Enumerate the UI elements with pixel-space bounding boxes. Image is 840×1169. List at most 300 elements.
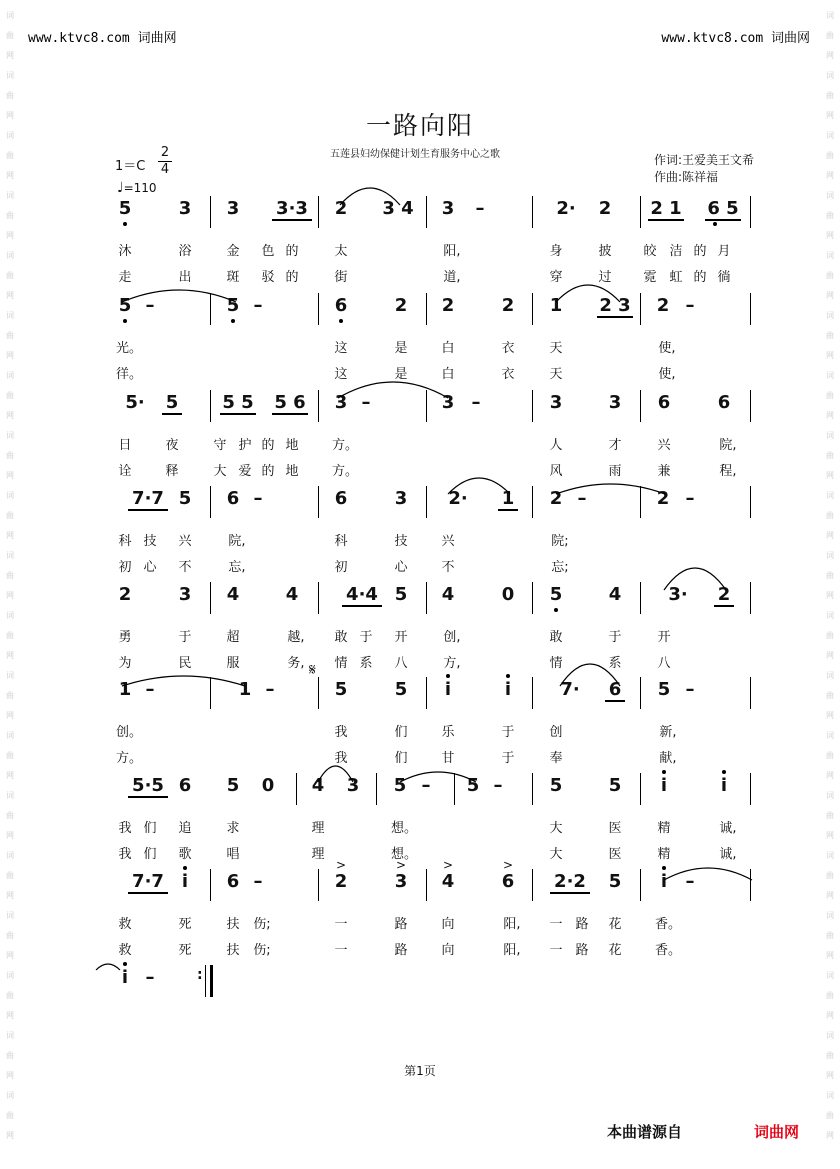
tie-arc — [318, 766, 353, 782]
note: 3 — [441, 392, 455, 413]
key-signature: 1＝C — [115, 159, 146, 174]
lyric-syllable: 雨 — [608, 464, 622, 479]
lyric-syllable: 斑 — [226, 270, 240, 285]
lyric-syllable: 披 — [598, 244, 612, 259]
lyric-syllable: 敢 — [549, 630, 563, 645]
lyric-syllable: 白 — [441, 341, 455, 356]
note: 3 — [608, 392, 622, 413]
note: – — [145, 679, 155, 700]
lyric-syllable: 我 — [118, 821, 132, 836]
tie-arc — [122, 290, 236, 302]
lyric-syllable: 勇 — [118, 630, 132, 645]
lyric-syllable: 路 — [394, 917, 408, 932]
note: 5 — [608, 871, 622, 892]
lyric-syllable: 新, — [659, 725, 677, 740]
lyric-syllable: 虹 — [669, 270, 683, 285]
lyric-syllable: 驳 — [261, 270, 275, 285]
note: 5 — [226, 775, 240, 796]
tempo-value: =110 — [123, 181, 157, 195]
note: 2 — [394, 295, 408, 316]
watermark-glyph: 曲 — [826, 811, 834, 820]
lyric-syllable: 香。 — [655, 943, 682, 958]
watermark-glyph: 曲 — [826, 871, 834, 880]
lyric-syllable: 诚, — [719, 847, 737, 862]
watermark-glyph: 词 — [826, 1091, 834, 1100]
lyric-syllable: 衣 — [501, 367, 515, 382]
note: 6 — [657, 392, 671, 413]
lyric-syllable: 初 — [334, 560, 348, 575]
lyric-syllable: 街 — [334, 270, 348, 285]
lyric-syllable: 一 — [549, 917, 563, 932]
lyric-syllable: 向 — [441, 917, 455, 932]
watermark-glyph: 网 — [6, 111, 14, 120]
note: > 3 — [391, 871, 411, 892]
note: i — [438, 679, 458, 700]
lyric-syllable: 我 — [118, 847, 132, 862]
watermark-glyph: 曲 — [6, 211, 14, 220]
watermark-glyph: 词 — [826, 311, 834, 320]
note: 5 — [549, 775, 563, 796]
watermark-glyph: 词 — [826, 191, 834, 200]
note: – — [685, 679, 695, 700]
note: 6 — [226, 488, 240, 509]
watermark-glyph: 曲 — [826, 331, 834, 340]
lyric-syllable: 浴 — [178, 244, 192, 259]
lyric-syllable: 乐 — [441, 725, 455, 740]
lyric-syllable: 大 — [213, 464, 227, 479]
note: 4·4 — [342, 584, 382, 607]
watermark-glyph: 曲 — [6, 151, 14, 160]
note: 2 1 — [648, 198, 684, 221]
watermark-glyph: 曲 — [6, 991, 14, 1000]
watermark-glyph: 词 — [826, 611, 834, 620]
segno-icon: 𝄋 — [309, 660, 316, 679]
note: i — [498, 679, 518, 700]
note: – — [145, 295, 155, 316]
watermark-glyph: 曲 — [826, 571, 834, 580]
composer: 作曲:陈祥福 — [654, 170, 719, 184]
lyric-syllable: 程, — [719, 464, 737, 479]
lyric-syllable: 想。 — [391, 847, 418, 862]
lyric-syllable: 初 — [118, 560, 132, 575]
lyric-syllable: 这 — [334, 367, 348, 382]
watermark-glyph: 网 — [6, 771, 14, 780]
lyric-syllable: 阳, — [503, 943, 521, 958]
note: i — [654, 871, 674, 892]
note: 3 — [441, 198, 455, 219]
watermark-glyph: 词 — [826, 911, 834, 920]
lyric-syllable: 地 — [285, 438, 299, 453]
lyric-syllable: 于 — [608, 630, 622, 645]
note: 6 — [331, 295, 351, 316]
watermark-glyph: 词 — [826, 731, 834, 740]
lyric-syllable: 衣 — [501, 341, 515, 356]
note: i — [654, 775, 674, 796]
lyric-syllable: 大 — [549, 821, 563, 836]
lyric-syllable: 伤; — [253, 943, 271, 958]
tie-arc — [556, 285, 620, 302]
note: 5 — [334, 679, 348, 700]
note: 6 — [178, 775, 192, 796]
lyric-syllable: 兴 — [178, 534, 192, 549]
watermark-glyph: 词 — [826, 371, 834, 380]
note: 1 — [498, 488, 518, 511]
lyric-syllable: 走 — [118, 270, 132, 285]
lyric-syllable: 系 — [608, 656, 622, 671]
note: 5 — [394, 679, 408, 700]
lyric-syllable: 一 — [334, 943, 348, 958]
watermark-glyph: 词 — [6, 551, 14, 560]
lyric-syllable: 洁 — [669, 244, 683, 259]
note: 5 — [223, 295, 243, 316]
watermark-glyph: 网 — [6, 591, 14, 600]
note: – — [265, 679, 275, 700]
watermark-glyph: 曲 — [826, 751, 834, 760]
lyric-syllable: 科 — [334, 534, 348, 549]
watermark-glyph: 网 — [826, 831, 834, 840]
watermark-glyph: 词 — [6, 851, 14, 860]
lyric-syllable: 的 — [693, 244, 707, 259]
watermark-glyph: 曲 — [6, 571, 14, 580]
lyric-syllable: 释 — [165, 464, 179, 479]
lyric-syllable: 日 — [118, 438, 132, 453]
watermark-glyph: 词 — [826, 131, 834, 140]
lyric-syllable: 太 — [334, 244, 348, 259]
note: i — [175, 871, 195, 892]
lyric-syllable: 科 — [118, 534, 132, 549]
note: 6 5 — [705, 198, 741, 221]
lyric-syllable: 出 — [178, 270, 192, 285]
lyric-syllable: 技 — [394, 534, 408, 549]
watermark-glyph: 词 — [6, 1091, 14, 1100]
watermark-glyph: 网 — [826, 951, 834, 960]
watermark-glyph: 网 — [826, 711, 834, 720]
source-label: 本曲谱源自 — [607, 1123, 683, 1141]
watermark-glyph: 网 — [6, 711, 14, 720]
tie-arc — [556, 484, 665, 494]
lyric-syllable: 救 — [118, 943, 132, 958]
time-denominator: 4 — [160, 162, 170, 177]
site-link-right[interactable]: www.ktvc8.com 词曲网 — [661, 31, 810, 46]
lyric-syllable: 白 — [441, 367, 455, 382]
lyric-syllable: 兴 — [441, 534, 455, 549]
lyric-syllable: 追 — [178, 821, 192, 836]
lyric-syllable: 天 — [549, 341, 563, 356]
lyric-syllable: 医 — [608, 821, 622, 836]
lyric-syllable: 求 — [226, 821, 240, 836]
watermark-glyph: 网 — [826, 231, 834, 240]
watermark-glyph: 词 — [6, 671, 14, 680]
watermark-glyph: 网 — [6, 351, 14, 360]
watermark-glyph: 网 — [826, 1011, 834, 1020]
lyric-syllable: 才 — [608, 438, 622, 453]
lyric-syllable: 院; — [551, 534, 569, 549]
note: 2·2 — [550, 871, 590, 894]
watermark-glyph: 曲 — [6, 691, 14, 700]
lyric-syllable: 使, — [658, 341, 676, 356]
watermark-glyph: 网 — [826, 471, 834, 480]
note: 2 — [334, 198, 348, 219]
lyric-syllable: 地 — [285, 464, 299, 479]
lyric-syllable: 务, — [287, 656, 305, 671]
lyric-syllable: 院, — [228, 534, 246, 549]
lyric-syllable: 于 — [501, 725, 515, 740]
lyric-syllable: 八 — [657, 656, 671, 671]
watermark-glyph: 网 — [826, 1131, 834, 1140]
source-site-link[interactable]: 词曲网 — [754, 1123, 800, 1141]
lyric-syllable: 是 — [394, 367, 408, 382]
watermark-glyph: 词 — [826, 971, 834, 980]
note: – — [253, 295, 263, 316]
lyric-syllable: 花 — [608, 943, 622, 958]
watermark-glyph: 网 — [826, 171, 834, 180]
watermark-glyph: 词 — [6, 731, 14, 740]
lyric-syllable: 于 — [178, 630, 192, 645]
page-number: 第1页 — [404, 1064, 436, 1078]
tie-arc — [664, 568, 726, 590]
note: 4 — [311, 775, 325, 796]
lyric-syllable: 民 — [178, 656, 192, 671]
watermark-glyph: 网 — [6, 1011, 14, 1020]
song-title: 一路向阳 — [365, 111, 474, 140]
lyric-syllable: 一 — [334, 917, 348, 932]
watermark-glyph: 曲 — [6, 511, 14, 520]
watermark-glyph: 曲 — [826, 931, 834, 940]
lyric-syllable: 创。 — [116, 725, 143, 740]
lyric-syllable: 的 — [693, 270, 707, 285]
note: 3 — [549, 392, 563, 413]
note: 3 — [346, 775, 360, 796]
watermark-glyph: 网 — [826, 411, 834, 420]
watermark-glyph: 网 — [826, 531, 834, 540]
note: 7·7 — [128, 871, 168, 894]
lyric-syllable: 大 — [549, 847, 563, 862]
lyric-syllable: 路 — [394, 943, 408, 958]
watermark-glyph: 曲 — [6, 931, 14, 940]
lyric-syllable: 敢 — [334, 630, 348, 645]
note: 0 — [261, 775, 275, 796]
lyric-syllable: 开 — [394, 630, 408, 645]
note: 1 — [238, 679, 252, 700]
song-subtitle: 五莲县妇幼保健计划生育服务中心之歌 — [330, 149, 500, 160]
watermark-glyph: 曲 — [826, 991, 834, 1000]
lyric-syllable: 理 — [311, 821, 325, 836]
note: 2 — [118, 584, 132, 605]
lyric-syllable: 死 — [178, 943, 192, 958]
watermark-glyph: 曲 — [6, 1111, 14, 1120]
watermark-glyph: 网 — [826, 1071, 834, 1080]
watermark-glyph: 曲 — [826, 271, 834, 280]
quarter-note-icon: ♩ — [117, 180, 124, 196]
lyric-syllable: 的 — [261, 464, 275, 479]
watermark-glyph: 词 — [6, 791, 14, 800]
lyric-syllable: 诚, — [719, 821, 737, 836]
note: – — [361, 392, 371, 413]
lyric-syllable: 天 — [549, 367, 563, 382]
watermark-glyph: 曲 — [6, 751, 14, 760]
watermark-glyph: 词 — [6, 251, 14, 260]
note: 2 — [656, 295, 670, 316]
lyric-syllable: 这 — [334, 341, 348, 356]
lyric-syllable: 扶 — [226, 917, 240, 932]
watermark-glyph: 词 — [6, 131, 14, 140]
watermark-glyph: 网 — [6, 231, 14, 240]
tie-arc — [338, 382, 448, 398]
note: 3 — [226, 198, 240, 219]
lyric-syllable: 心 — [394, 560, 408, 575]
watermark-glyph: 曲 — [6, 451, 14, 460]
lyric-syllable: 兼 — [657, 464, 671, 479]
watermark-glyph: 网 — [6, 1071, 14, 1080]
watermark-glyph: 词 — [826, 491, 834, 500]
watermark-glyph: 网 — [6, 531, 14, 540]
lyric-syllable: 霓 — [643, 270, 657, 285]
note: 5 — [393, 775, 407, 796]
lyric-syllable: 护 — [238, 438, 252, 453]
lyric-syllable: 方, — [443, 656, 461, 671]
note: 5 — [178, 488, 192, 509]
lyric-syllable: 系 — [359, 656, 373, 671]
note: > 6 — [498, 871, 518, 892]
lyric-syllable: 金 — [226, 244, 240, 259]
lyric-syllable: 不 — [178, 560, 192, 575]
lyric-syllable: 情 — [334, 656, 348, 671]
note: 2 — [549, 488, 563, 509]
lyric-syllable: 忘, — [228, 560, 246, 575]
note: 4 — [226, 584, 240, 605]
lyric-syllable: 为 — [118, 656, 132, 671]
note: 2· — [448, 488, 468, 509]
lyric-syllable: 道, — [443, 270, 461, 285]
lyric-syllable: 忘; — [551, 560, 569, 575]
watermark-glyph: 网 — [826, 351, 834, 360]
watermark-glyph: 网 — [826, 51, 834, 60]
lyric-syllable: 们 — [394, 725, 408, 740]
lyric-syllable: 皎 — [643, 244, 657, 259]
note: 5 5 — [220, 392, 256, 415]
note: 5 — [608, 775, 622, 796]
note: 6 — [605, 679, 625, 702]
lyric-syllable: 色 — [261, 244, 275, 259]
watermark-glyph: 词 — [826, 71, 834, 80]
watermark-glyph: 词 — [6, 611, 14, 620]
lyric-syllable: 我 — [334, 751, 348, 766]
lyric-syllable: 爱 — [238, 464, 252, 479]
note: 5·5 — [128, 775, 168, 798]
lyric-syllable: 甘 — [441, 751, 455, 766]
lyric-syllable: 方。 — [332, 438, 359, 453]
lyric-syllable: 扶 — [226, 943, 240, 958]
note: 3 — [394, 488, 408, 509]
note: 5 — [546, 584, 566, 605]
note: 5 — [115, 295, 135, 316]
lyric-syllable: 八 — [394, 656, 408, 671]
note: i — [115, 967, 135, 988]
watermark-glyph: 词 — [6, 1031, 14, 1040]
watermark-glyph: 词 — [6, 311, 14, 320]
note: – — [145, 967, 155, 988]
watermark-glyph: 网 — [6, 411, 14, 420]
watermark-glyph: 网 — [826, 651, 834, 660]
note: 2 3 — [597, 295, 633, 318]
note: 3 — [178, 198, 192, 219]
note: 3 — [178, 584, 192, 605]
lyric-syllable: 向 — [441, 943, 455, 958]
lyric-syllable: 创 — [549, 725, 563, 740]
lyric-syllable: 风 — [549, 464, 563, 479]
watermark-glyph: 网 — [6, 171, 14, 180]
watermark-glyph: 曲 — [6, 31, 14, 40]
watermark-glyph: 网 — [6, 291, 14, 300]
watermark-glyph: 词 — [826, 851, 834, 860]
lyric-syllable: 月 — [717, 244, 731, 259]
lyric-syllable: 们 — [143, 821, 157, 836]
lyric-syllable: 过 — [598, 270, 612, 285]
watermark-glyph: 词 — [6, 911, 14, 920]
lyric-syllable: 徜 — [717, 270, 731, 285]
note: 2 — [656, 488, 670, 509]
tie-arc — [340, 188, 400, 205]
lyric-syllable: 沐 — [118, 244, 132, 259]
note: 3·3 — [272, 198, 312, 221]
lyric-syllable: 路 — [575, 917, 589, 932]
lyric-syllable: 服 — [226, 656, 240, 671]
watermark-glyph: 词 — [826, 671, 834, 680]
lyric-syllable: 开 — [657, 630, 671, 645]
site-link-left[interactable]: www.ktvc8.com 词曲网 — [28, 31, 177, 46]
watermark-glyph: 曲 — [826, 211, 834, 220]
note: 7·7 — [128, 488, 168, 511]
watermark-glyph: 网 — [6, 951, 14, 960]
tie-arc — [400, 772, 476, 782]
note: – — [253, 488, 263, 509]
note: 5 — [466, 775, 480, 796]
lyric-syllable: 歌 — [178, 847, 192, 862]
watermark-glyph: 网 — [6, 471, 14, 480]
lyric-syllable: 兴 — [657, 438, 671, 453]
watermark-glyph: 曲 — [826, 451, 834, 460]
lyric-syllable: 献, — [659, 751, 677, 766]
lyric-syllable: 想。 — [391, 821, 418, 836]
watermark-glyph: 曲 — [826, 631, 834, 640]
note: – — [253, 871, 263, 892]
tie-arc — [664, 868, 752, 880]
watermark-glyph: 词 — [826, 431, 834, 440]
lyric-syllable: 创, — [443, 630, 461, 645]
watermark-glyph: 词 — [6, 431, 14, 440]
lyric-syllable: 阳, — [443, 244, 461, 259]
lyric-syllable: 精 — [657, 847, 671, 862]
note: 5 — [657, 679, 671, 700]
note: 6 — [334, 488, 348, 509]
tie-arc — [448, 478, 510, 494]
lyric-syllable: 奉 — [549, 751, 563, 766]
lyric-syllable: 阳, — [503, 917, 521, 932]
lyric-syllable: 们 — [143, 847, 157, 862]
lyric-syllable: 诠 — [118, 464, 132, 479]
note: 6 — [226, 871, 240, 892]
lyric-syllable: 是 — [394, 341, 408, 356]
lyric-syllable: 技 — [143, 534, 157, 549]
watermark-glyph: 曲 — [826, 691, 834, 700]
lyric-syllable: 身 — [549, 244, 563, 259]
lyric-syllable: 一 — [549, 943, 563, 958]
note: 2 — [714, 584, 734, 607]
lyric-syllable: 死 — [178, 917, 192, 932]
repeat-sign: : — [197, 967, 203, 983]
lyric-syllable: 的 — [261, 438, 275, 453]
note: 5 6 — [272, 392, 308, 415]
